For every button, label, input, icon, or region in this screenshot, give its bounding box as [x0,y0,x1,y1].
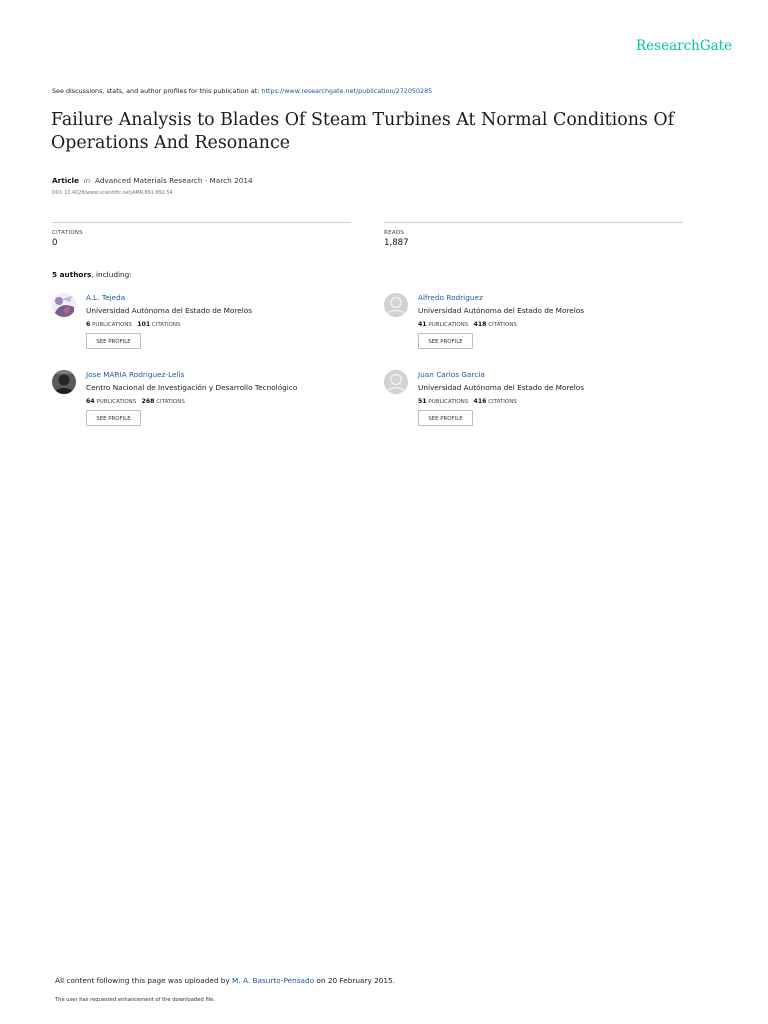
publications-count: 6 [86,321,91,328]
citations-count: 416 [473,398,487,405]
upload-note [55,976,395,985]
author-name-link[interactable]: A.L. Tejeda [86,293,126,302]
publication-url-link[interactable]: https://www.researchgate.net/publication/272050285 [261,87,433,95]
citations-stat [52,222,351,248]
author-photo-icon [52,370,76,394]
user-silhouette-icon [384,370,408,394]
author-avatar[interactable] [384,370,408,394]
upload-prefix: All content following this page was uploaded by [55,976,233,985]
author-card [52,293,352,355]
author-institution: Universidad Autónoma del Estado de Morelos [418,383,585,392]
publications-count: 51 [418,398,427,405]
citations-label: CITATIONS [156,399,185,405]
citations-count: 418 [473,321,487,328]
publications-count: 41 [418,321,427,328]
authors-heading [52,270,132,279]
publication-meta [52,176,253,185]
upload-suffix: on 20 February 2015. [314,976,395,985]
author-avatar[interactable] [384,293,408,317]
article-type: Article [52,176,80,185]
citations-label: CITATIONS [151,322,181,328]
publications-label: PUBLICATIONS [96,399,137,405]
doi: DOI: 10.4028/www.scientific.net/AMR.891-892.54 [52,190,173,196]
authors-suffix: , including: [91,270,132,279]
publications-count: 64 [86,398,95,405]
see-profile-button[interactable]: SEE PROFILE [86,333,141,349]
author-card [384,370,684,432]
discussion-text: See discussions, stats, and author profiles for this publication at: [52,87,262,95]
author-institution: Universidad Autónoma del Estado de Morelos [86,306,253,315]
author-stats [418,398,517,405]
author-stats [86,398,185,405]
citations-label: CITATIONS [52,230,83,236]
author-stats [86,321,181,328]
authors-count: 5 authors [52,270,92,279]
uploader-link[interactable]: M. A. Basurto-Pensado [232,976,315,985]
journal-date: Advanced Materials Research · March 2014 [94,176,253,185]
citations-label: CITATIONS [488,399,517,405]
publications-label: PUBLICATIONS [92,322,132,328]
author-avatar[interactable] [52,370,76,394]
citations-count: 268 [141,398,155,405]
publications-label: PUBLICATIONS [428,322,469,328]
author-card [384,293,684,355]
citations-value: 0 [52,238,58,248]
reads-label: READS [384,230,405,236]
citations-label: CITATIONS [488,322,517,328]
citations-count: 101 [137,321,151,328]
author-card [52,370,352,432]
publications-label: PUBLICATIONS [428,399,469,405]
author-name-link[interactable]: Jose MARIA Rodriguez-Lelis [86,370,185,379]
researchgate-logo[interactable]: ResearchGate [636,38,733,54]
see-profile-button[interactable]: SEE PROFILE [86,410,141,426]
enhancement-note: The user has requested enhancement of the downloaded file. [55,997,216,1003]
publication-title: Failure Analysis to Blades Of Steam Turbines At Normal Conditions Of Operations And Resonance [51,110,675,153]
see-profile-button[interactable]: SEE PROFILE [418,410,473,426]
author-avatar[interactable] [52,293,76,317]
in-word: in [83,176,91,185]
author-name-link[interactable]: Juan Carlos Garcia [418,370,485,379]
discussion-line [52,87,432,95]
author-name-link[interactable]: Alfredo Rodriguez [418,293,483,302]
see-profile-button[interactable]: SEE PROFILE [418,333,473,349]
author-institution: Centro Nacional de Investigación y Desarrollo Tecnológico [86,383,298,392]
author-institution: Universidad Autónoma del Estado de Morelos [418,306,585,315]
author-stats [418,321,517,328]
user-silhouette-icon [384,293,408,317]
author-photo-icon [52,293,76,317]
reads-stat [384,222,683,248]
reads-value: 1,887 [384,238,409,248]
